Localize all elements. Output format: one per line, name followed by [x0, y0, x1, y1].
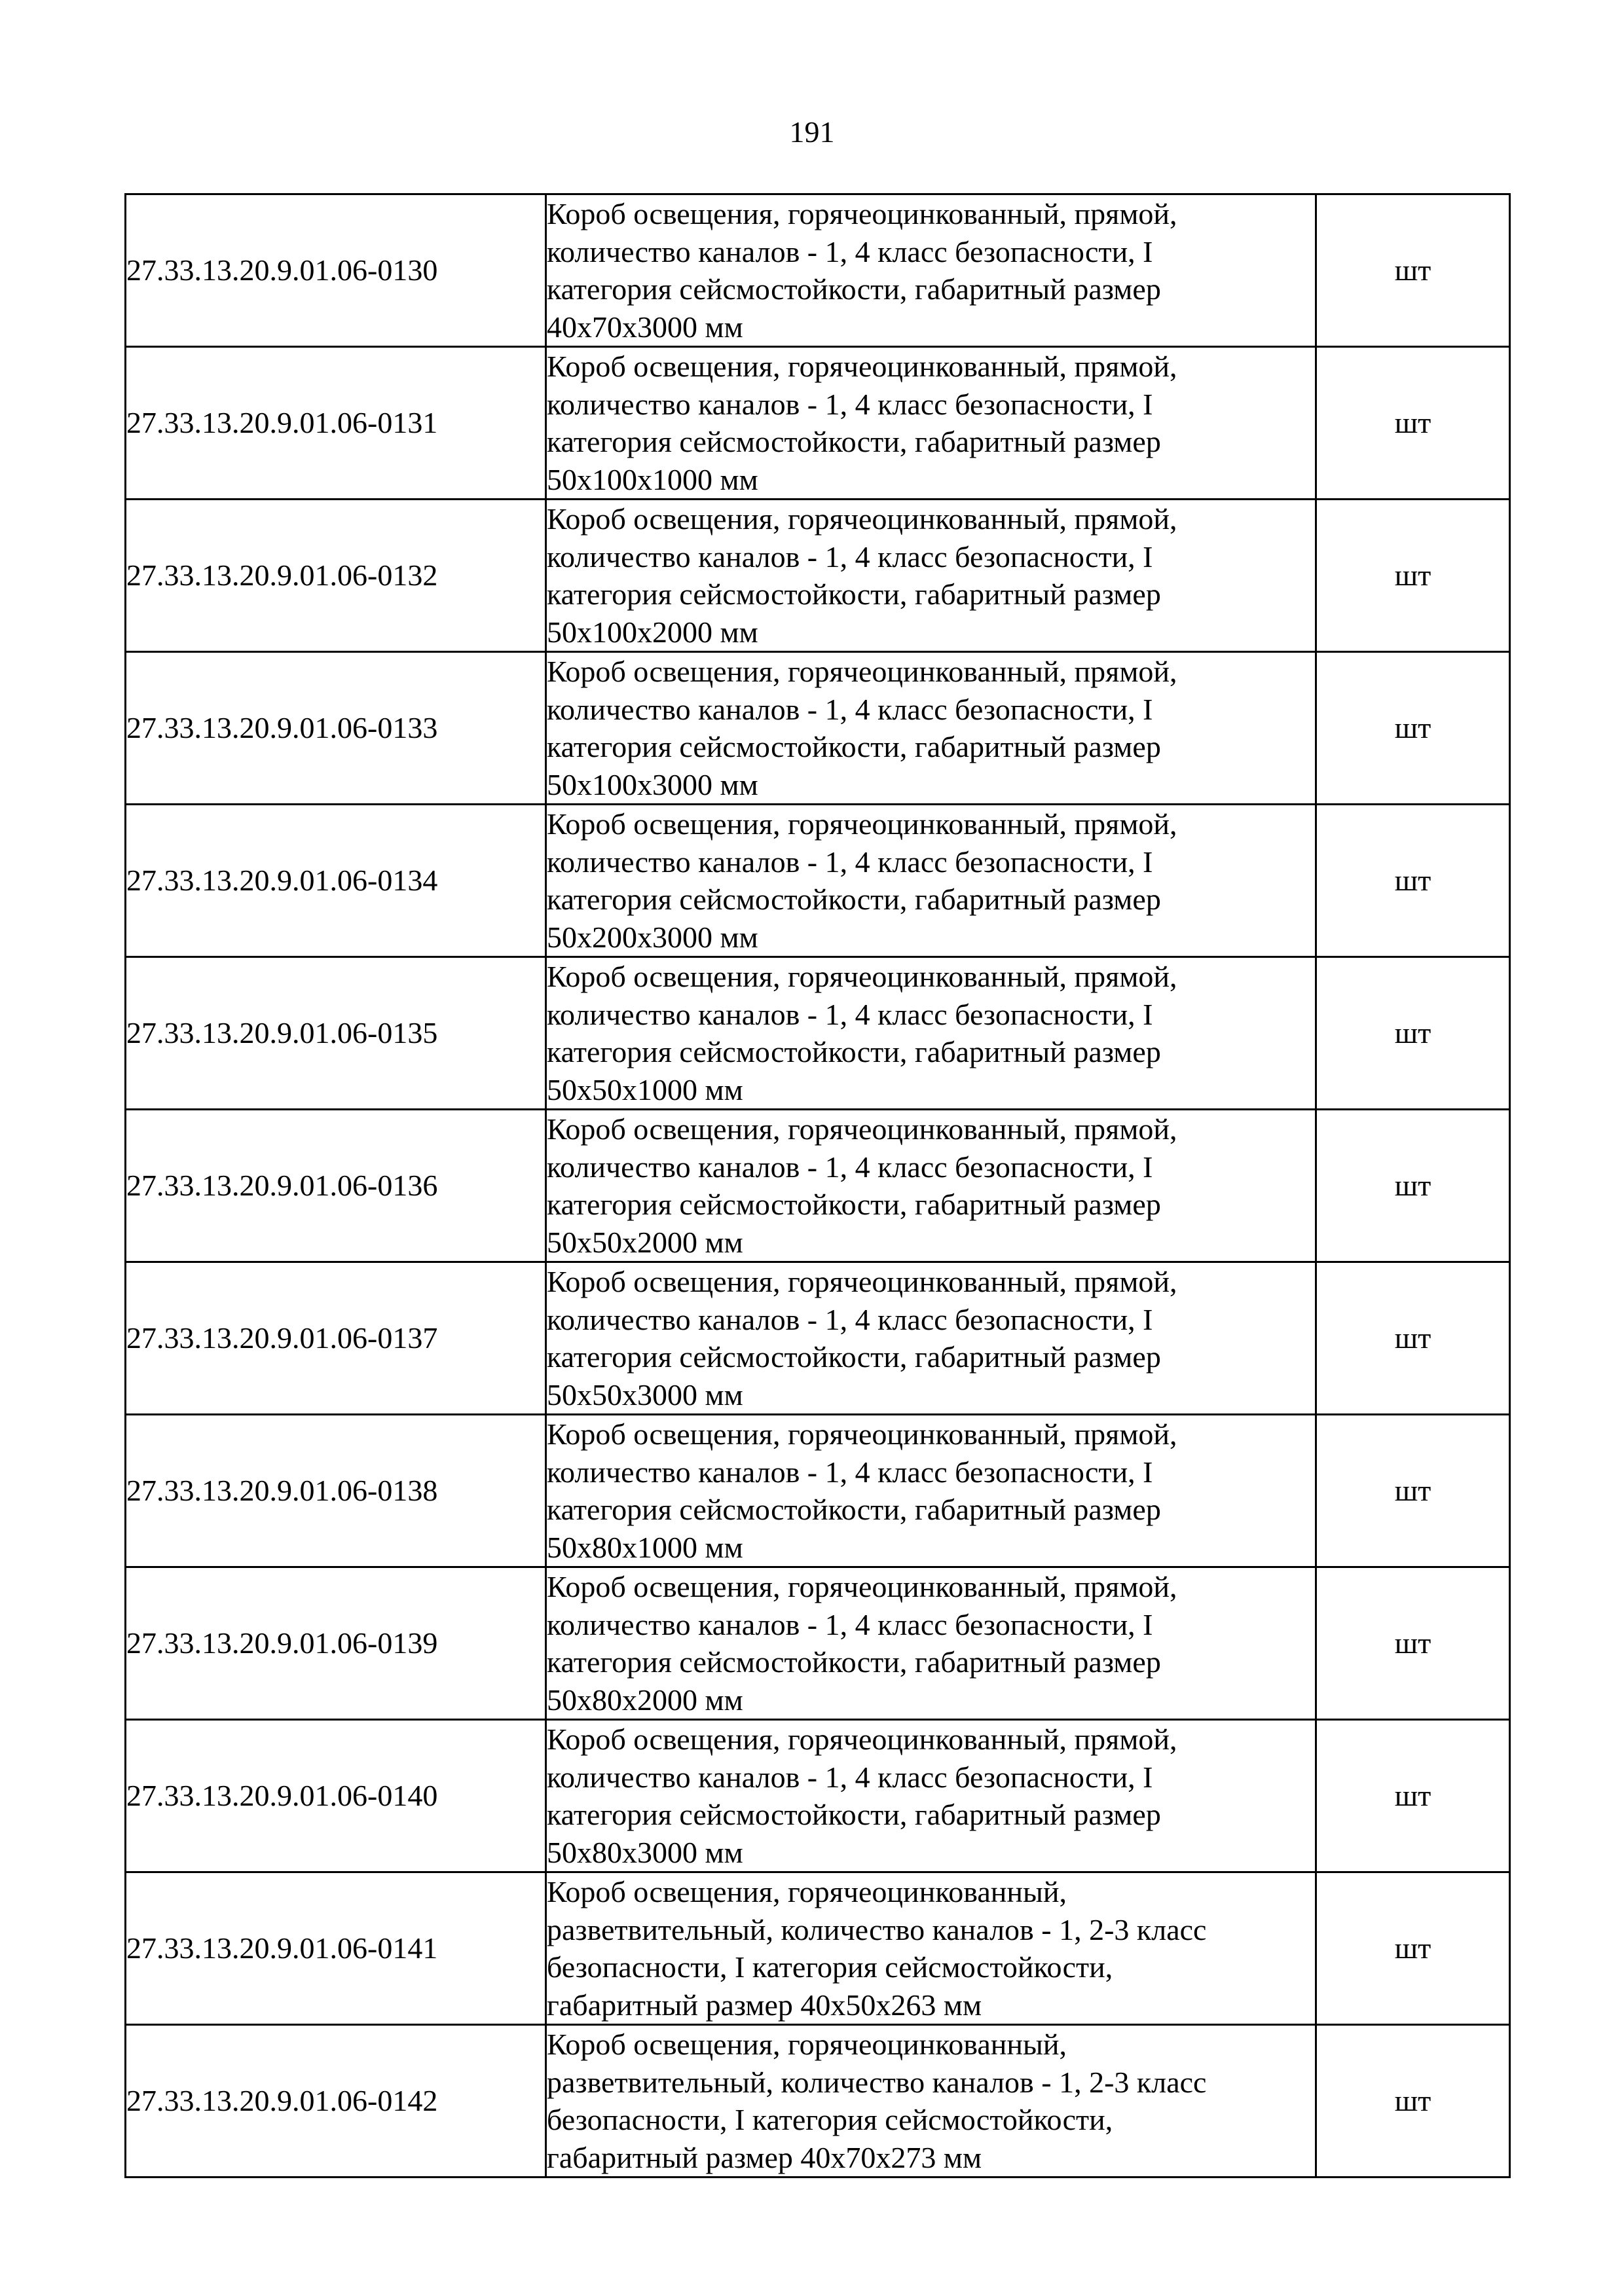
description-line: категория сейсмостойкости, габаритный размер — [547, 272, 1161, 306]
description-line: Короб освещения, горячеоцинкованный, прямой, — [547, 1417, 1177, 1451]
description-line: габаритный размер 40х70х273 мм — [547, 2140, 982, 2174]
table-row — [126, 1110, 1510, 1262]
description-line: Короб освещения, горячеоцинкованный, прямой, — [547, 807, 1177, 841]
row-code: 27.33.13.20.9.01.06-0137 — [126, 1262, 546, 1415]
row-description — [546, 1872, 1316, 2025]
row-code: 27.33.13.20.9.01.06-0139 — [126, 1567, 546, 1720]
row-unit: шт — [1316, 805, 1510, 957]
row-unit: шт — [1316, 347, 1510, 500]
description-line: количество каналов - 1, 4 класс безопасности, I — [547, 234, 1153, 268]
description-line: категория сейсмостойкости, габаритный размер — [547, 1035, 1161, 1068]
row-code: 27.33.13.20.9.01.06-0135 — [126, 957, 546, 1110]
row-description — [546, 957, 1316, 1110]
description-line: количество каналов - 1, 4 класс безопасности, I — [547, 1760, 1153, 1794]
description-line: Короб освещения, горячеоцинкованный, прямой, — [547, 1722, 1177, 1756]
row-code: 27.33.13.20.9.01.06-0142 — [126, 2025, 546, 2178]
description-line: 50х80х3000 мм — [547, 1835, 743, 1869]
description-line: разветвительный, количество каналов - 1, 2-3 класс — [547, 1912, 1207, 1946]
row-code: 27.33.13.20.9.01.06-0134 — [126, 805, 546, 957]
row-unit: шт — [1316, 500, 1510, 652]
description-line: Короб освещения, горячеоцинкованный, прямой, — [547, 1570, 1177, 1603]
description-line: Короб освещения, горячеоцинкованный, прямой, — [547, 960, 1177, 993]
table-row — [126, 805, 1510, 957]
row-code: 27.33.13.20.9.01.06-0140 — [126, 1720, 546, 1872]
row-unit: шт — [1316, 1872, 1510, 2025]
row-code: 27.33.13.20.9.01.06-0130 — [126, 194, 546, 347]
row-code: 27.33.13.20.9.01.06-0136 — [126, 1110, 546, 1262]
table-row — [126, 347, 1510, 500]
row-unit: шт — [1316, 957, 1510, 1110]
description-line: категория сейсмостойкости, габаритный размер — [547, 1188, 1161, 1221]
row-code: 27.33.13.20.9.01.06-0141 — [126, 1872, 546, 2025]
row-description — [546, 1110, 1316, 1262]
description-line: 50х50х1000 мм — [547, 1072, 743, 1106]
row-code: 27.33.13.20.9.01.06-0133 — [126, 652, 546, 805]
description-line: 50х80х1000 мм — [547, 1530, 743, 1564]
row-code: 27.33.13.20.9.01.06-0132 — [126, 500, 546, 652]
page-number: 191 — [789, 115, 835, 149]
table-row — [126, 194, 1510, 347]
description-line: разветвительный, количество каналов - 1, 2-3 класс — [547, 2065, 1207, 2099]
row-description — [546, 805, 1316, 957]
description-line: Короб освещения, горячеоцинкованный, прямой, — [547, 1265, 1177, 1298]
description-line: категория сейсмостойкости, габаритный размер — [547, 883, 1161, 916]
description-line: количество каналов - 1, 4 класс безопасности, I — [547, 997, 1153, 1031]
product-table — [124, 193, 1511, 2178]
description-line: 50х100х3000 мм — [547, 767, 758, 801]
description-line: 50х200х3000 мм — [547, 920, 758, 954]
row-description — [546, 500, 1316, 652]
row-description — [546, 347, 1316, 500]
description-line: 40х70х3000 мм — [547, 310, 743, 344]
description-line: категория сейсмостойкости, габаритный размер — [547, 730, 1161, 763]
row-unit: шт — [1316, 1415, 1510, 1567]
table-row — [126, 1415, 1510, 1567]
row-code: 27.33.13.20.9.01.06-0138 — [126, 1415, 546, 1567]
description-line: количество каналов - 1, 4 класс безопасности, I — [547, 845, 1153, 879]
description-line: количество каналов - 1, 4 класс безопасности, I — [547, 1150, 1153, 1184]
description-line: категория сейсмостойкости, габаритный размер — [547, 1493, 1161, 1526]
table-row — [126, 1567, 1510, 1720]
row-description — [546, 1720, 1316, 1872]
description-line: количество каналов - 1, 4 класс безопасности, I — [547, 387, 1153, 421]
description-line: 50х100х1000 мм — [547, 462, 758, 496]
row-unit: шт — [1316, 1110, 1510, 1262]
description-line: безопасности, I категория сейсмостойкости, — [547, 2103, 1113, 2136]
table-row — [126, 1720, 1510, 1872]
row-description — [546, 1415, 1316, 1567]
description-line: Короб освещения, горячеоцинкованный, прямой, — [547, 197, 1177, 230]
description-line: категория сейсмостойкости, габаритный размер — [547, 577, 1161, 611]
description-line: категория сейсмостойкости, габаритный размер — [547, 1340, 1161, 1374]
description-line: категория сейсмостойкости, габаритный размер — [547, 425, 1161, 458]
description-line: 50х100х2000 мм — [547, 615, 758, 649]
description-line: Короб освещения, горячеоцинкованный, прямой, — [547, 502, 1177, 536]
table-row — [126, 1872, 1510, 2025]
row-unit: шт — [1316, 1720, 1510, 1872]
row-unit: шт — [1316, 652, 1510, 805]
row-description — [546, 1262, 1316, 1415]
row-unit: шт — [1316, 2025, 1510, 2178]
description-line: Короб освещения, горячеоцинкованный, прямой, — [547, 350, 1177, 383]
table-row — [126, 957, 1510, 1110]
description-line: 50х80х2000 мм — [547, 1683, 743, 1717]
table-row — [126, 652, 1510, 805]
description-line: 50х50х2000 мм — [547, 1225, 743, 1259]
table-body — [126, 194, 1510, 2178]
description-line: количество каналов - 1, 4 класс безопасности, I — [547, 1607, 1153, 1641]
description-line: количество каналов - 1, 4 класс безопасности, I — [547, 539, 1153, 574]
description-line: Короб освещения, горячеоцинкованный, прямой, — [547, 655, 1177, 688]
row-description — [546, 1567, 1316, 1720]
table-row — [126, 2025, 1510, 2178]
table-row — [126, 500, 1510, 652]
description-line: количество каналов - 1, 4 класс безопасности, I — [547, 1455, 1153, 1489]
description-line: Короб освещения, горячеоцинкованный, — [547, 1875, 1067, 1908]
description-line: безопасности, I категория сейсмостойкости, — [547, 1950, 1113, 1984]
description-line: категория сейсмостойкости, габаритный размер — [547, 1645, 1161, 1679]
row-description — [546, 194, 1316, 347]
description-line: количество каналов - 1, 4 класс безопасности, I — [547, 692, 1153, 726]
description-line: габаритный размер 40х50х263 мм — [547, 1988, 982, 2022]
description-line: количество каналов - 1, 4 класс безопасности, I — [547, 1302, 1153, 1336]
row-unit: шт — [1316, 1567, 1510, 1720]
description-line: Короб освещения, горячеоцинкованный, прямой, — [547, 1112, 1177, 1146]
table-row — [126, 1262, 1510, 1415]
description-line: 50х50х3000 мм — [547, 1377, 743, 1412]
row-unit: шт — [1316, 1262, 1510, 1415]
description-line: категория сейсмостойкости, габаритный размер — [547, 1798, 1161, 1831]
row-description — [546, 2025, 1316, 2178]
row-code: 27.33.13.20.9.01.06-0131 — [126, 347, 546, 500]
description-line: Короб освещения, горячеоцинкованный, — [547, 2028, 1067, 2061]
row-description — [546, 652, 1316, 805]
row-unit: шт — [1316, 194, 1510, 347]
